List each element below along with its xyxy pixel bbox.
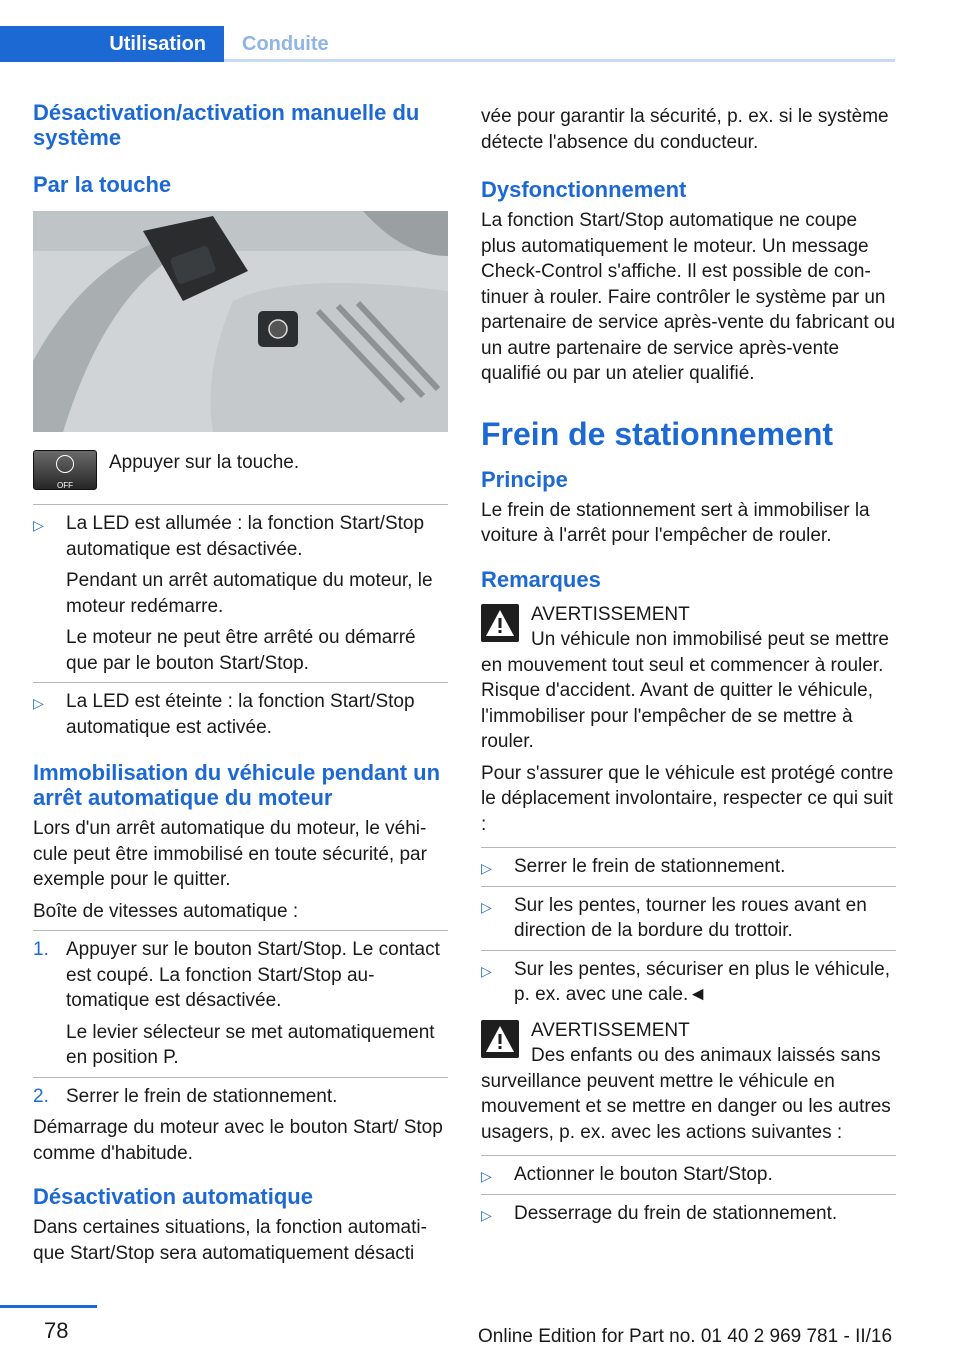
warning-title: AVERTISSEMENT	[531, 603, 690, 625]
heading-malfunction: Dysfonctionnement	[481, 177, 687, 202]
tab-utilisation[interactable]: Utilisation	[0, 26, 224, 62]
list-item	[33, 504, 448, 682]
list-item-text: La LED est allumée : la fonction Start/Stop automatique est désactivée.	[66, 513, 425, 560]
warning-text: Des enfants ou des animaux laissés sans surveillance peuvent mettre le véhicule en mouvement et se mettre en danger ou les autres usagers, p. ex. avec les actions suivantes :	[481, 1045, 891, 1143]
page-number: 78	[44, 1318, 69, 1343]
press-button-text: Appuyer sur la touche.	[109, 452, 300, 473]
led-status-list	[33, 504, 448, 746]
tab-conduite[interactable]: Conduite	[242, 32, 329, 55]
triangle-bullet-icon: ▷	[481, 962, 492, 979]
steering-column-photo	[33, 211, 448, 432]
footer-edition: Online Edition for Part no. 01 40 2 969 781 - II/16	[478, 1326, 893, 1347]
continued-text: vée pour garantir la sécurité, p. ex. si le système détecte l'absence du conducteur.	[481, 106, 889, 153]
warning-block-2	[481, 1018, 896, 1146]
warning-title: AVERTISSEMENT	[531, 1019, 690, 1041]
list-item-text: La LED est éteinte : la fonction Start/Stop automatique est activée.	[66, 691, 415, 738]
start-stop-off-button-image	[33, 450, 97, 490]
heading-parking-brake: Frein de stationnement	[481, 415, 834, 452]
immobilisation-text: Lors d'un arrêt automatique du moteur, le véhicule peut être immobilisé en toute sécurité, par exemple pour le quitter.	[33, 818, 427, 890]
list-item-text: Le levier sélecteur se met automatiquement en position P.	[66, 1021, 435, 1068]
tab-underline	[224, 59, 895, 62]
left-column	[33, 100, 448, 1266]
restart-text: Démarrage du moteur avec le bouton Start/ Stop comme d'habitude.	[33, 1117, 443, 1164]
heading-manual-toggle: Désactivation/activation manuelle du système	[33, 100, 420, 150]
triangle-bullet-icon: ▷	[481, 1206, 492, 1223]
list-item	[481, 1155, 896, 1194]
warning-triangle-icon	[481, 1020, 519, 1058]
press-button-row	[33, 450, 448, 490]
principle-text: Le frein de stationnement sert à immobiliser la voiture à l'arrêt pour l'empêcher de rouler.	[481, 499, 870, 546]
protect-text: Pour s'assurer que le véhicule est protégé contre le déplacement involontaire, respecter ce qui suit :	[481, 762, 894, 835]
list-item	[33, 930, 448, 1077]
parking-precautions-list	[481, 847, 896, 1014]
right-column	[481, 104, 896, 1232]
warning-triangle-icon	[481, 604, 519, 642]
list-item-text: Le moteur ne peut être arrêté ou démarré que par le bouton Start/Stop.	[66, 627, 416, 674]
list-item	[481, 847, 896, 886]
list-item	[33, 1077, 448, 1116]
list-item	[481, 886, 896, 950]
list-item-text: Pendant un arrêt automatique du moteur, le moteur redémarre.	[66, 570, 433, 617]
list-item-text: Serrer le frein de stationnement.	[66, 1085, 338, 1107]
triangle-bullet-icon: ▷	[481, 860, 492, 876]
heading-notes: Remarques	[481, 566, 601, 592]
header-tabs	[0, 26, 895, 62]
heading-by-button: Par la touche	[33, 172, 172, 197]
step-number: 1.	[33, 939, 49, 960]
gearbox-text: Boîte de vitesses automatique :	[33, 900, 299, 922]
heading-immobilisation: Immobilisation du véhicule pendant un arrêt automatique du moteur	[33, 760, 441, 810]
auto-start-stop-icon	[56, 455, 74, 473]
step-number: 2.	[33, 1085, 49, 1107]
triangle-bullet-icon: ▷	[481, 898, 492, 915]
heading-auto-deactivation: Désactivation automatique	[33, 1184, 313, 1209]
list-item	[481, 1194, 896, 1233]
list-item	[33, 682, 448, 746]
triangle-bullet-icon: ▷	[481, 1168, 492, 1184]
malfunction-text: La fonction Start/Stop automatique ne coupe plus automatiquement le moteur. Un message Check-Control s'affiche. Il est possible de continuer à rouler. Faire contrôler le système par un partenaire de service après-vente du fabricant ou un autre partenaire de service après-vente qualifié ou par un atelier qualifié.	[481, 210, 896, 384]
steps-list	[33, 930, 448, 1115]
list-item-text: Sur les pentes, tourner les roues avant en direction de la bordure du trottoir.	[514, 894, 867, 941]
warning-text: Un véhicule non immobilisé peut se mettre en mouvement tout seul et commencer à rouler. Risque d'accident. Avant de quitter le véhicule, l'immobiliser pour l'empêcher de se mettre à rouler.	[481, 629, 890, 752]
auto-deactivation-text: Dans certaines situations, la fonction automatique Start/Stop sera automatiquement désacti	[33, 1217, 427, 1264]
list-item	[481, 950, 896, 1014]
heading-principle: Principe	[481, 466, 568, 492]
page-number-bar	[0, 1305, 97, 1308]
list-item-text: Serrer le frein de stationnement.	[514, 856, 786, 877]
list-item-text: Sur les pentes, sécuriser en plus le véhicule, p. ex. avec une cale.◄	[514, 958, 890, 1005]
list-item-text: Actionner le bouton Start/Stop.	[514, 1164, 773, 1185]
button-image-label: OFF	[57, 481, 73, 490]
list-item-text: Appuyer sur le bouton Start/Stop. Le contact est coupé. La fonction Start/Stop automatique est désactivée.	[66, 939, 440, 1011]
steering-column-illustration	[33, 211, 448, 432]
warning-block-1	[481, 602, 896, 755]
triangle-bullet-icon: ▷	[33, 695, 44, 711]
list-item-text: Desserrage du frein de stationnement.	[514, 1202, 838, 1224]
child-warning-list	[481, 1155, 896, 1232]
triangle-bullet-icon: ▷	[33, 517, 44, 533]
